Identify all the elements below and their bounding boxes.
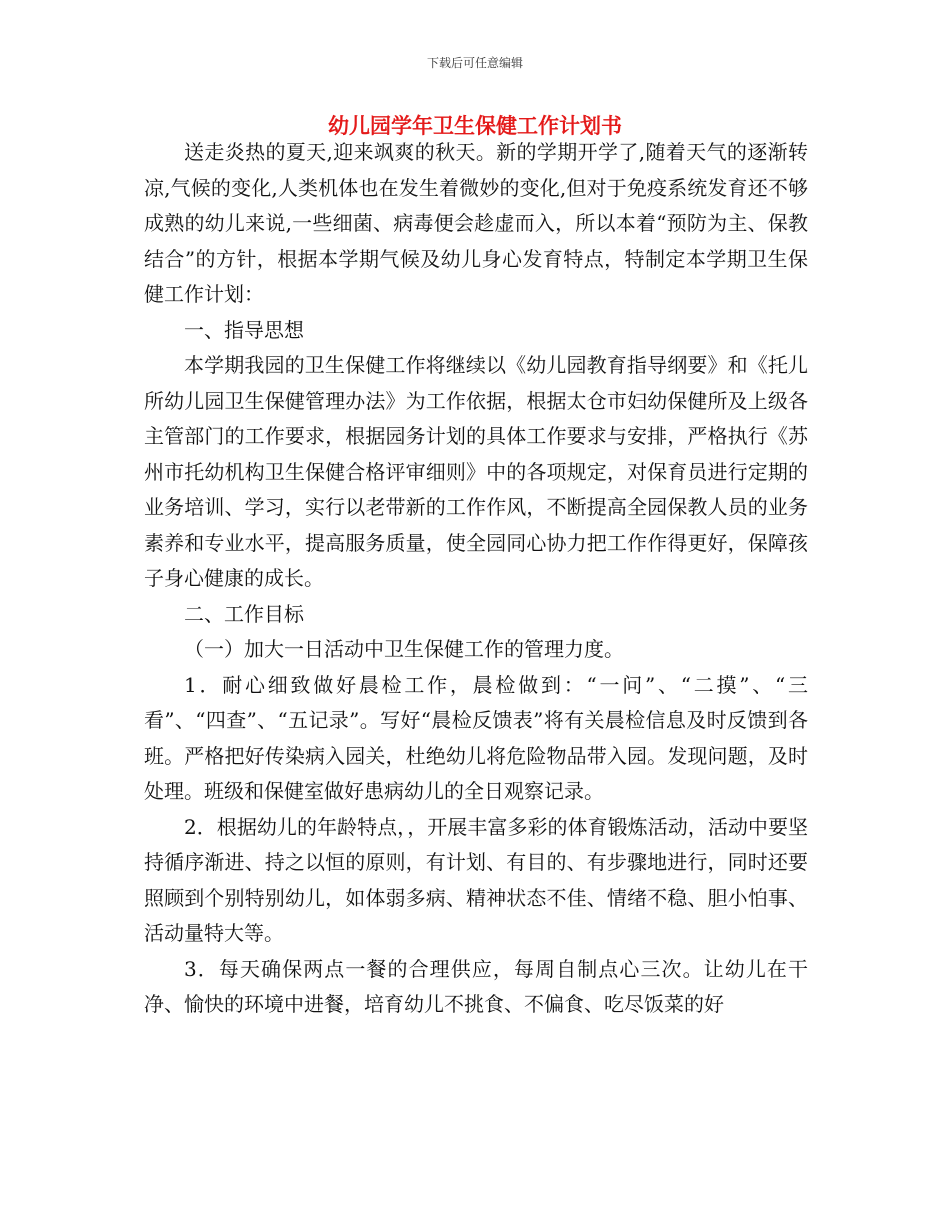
paragraph-intro: 送走炎热的夏天,迎来飒爽的秋天。新的学期开学了,随着天气的逐渐转凉,气候的变化,人类机体也在发生着微妙的变化,但对于免疫系统发育还不够成熟的幼儿来说,一些细菌、病毒便会趁虚而入，所以本着“预防为主、保教结合”的方针，根据本学期气候及幼儿身心发育特点，特制定本学期卫生保健工作计划：: [144, 140, 808, 306]
list-item-1: 1．耐心细致做好晨检工作，晨检做到：“一问”、“二摸”、“三看”、“四查”、“五记录”。写好“晨检反馈表”将有关晨检信息及时反馈到各班。严格把好传染病入园关，杜绝幼儿将危险物品带入园。发现问题，及时处理。班级和保健室做好患病幼儿的全日观察记录。: [144, 672, 808, 803]
list-item-2: 2．根据幼儿的年龄特点，，开展丰富多彩的体育锻炼活动，活动中要坚持循序渐进、持之以恒的原则，有计划、有目的、有步骤地进行，同时还要照顾到个别特别幼儿，如体弱多病、精神状态不佳、情绪不稳、胆小怕事、活动量特大等。: [144, 814, 808, 945]
paragraph-guiding-thought: 本学期我园的卫生保健工作将继续以《幼儿园教育指导纲要》和《托儿所幼儿园卫生保健管理办法》为工作依据，根据太仓市妇幼保健所及上级各主管部门的工作要求，根据园务计划的具体工作要求与安排，严格执行《苏州市托幼机构卫生保健合格评审细则》中的各项规定，对保育员进行定期的业务培训、学习，实行以老带新的工作作风，不断提高全园保教人员的业务素养和专业水平，提高服务质量，使全园同心协力把工作作得更好，保障孩子身心健康的成长。: [144, 353, 808, 590]
subsection-heading-1: （一）加大一日活动中卫生保健工作的管理力度。: [184, 637, 624, 661]
document-body: [144, 135, 808, 1023]
section-heading-guiding-thought: 一、指导思想: [184, 317, 304, 342]
header-note: 下载后可任意编辑: [426, 56, 523, 70]
document-title: 幼儿园学年卫生保健工作计划书: [328, 113, 622, 138]
section-heading-work-goals: 二、工作目标: [184, 601, 304, 626]
list-item-3: 3．每天确保两点一餐的合理供应，每周自制点心三次。让幼儿在干净、愉快的环境中进餐，培育幼儿不挑食、不偏食、吃尽饭菜的好: [144, 956, 808, 1016]
